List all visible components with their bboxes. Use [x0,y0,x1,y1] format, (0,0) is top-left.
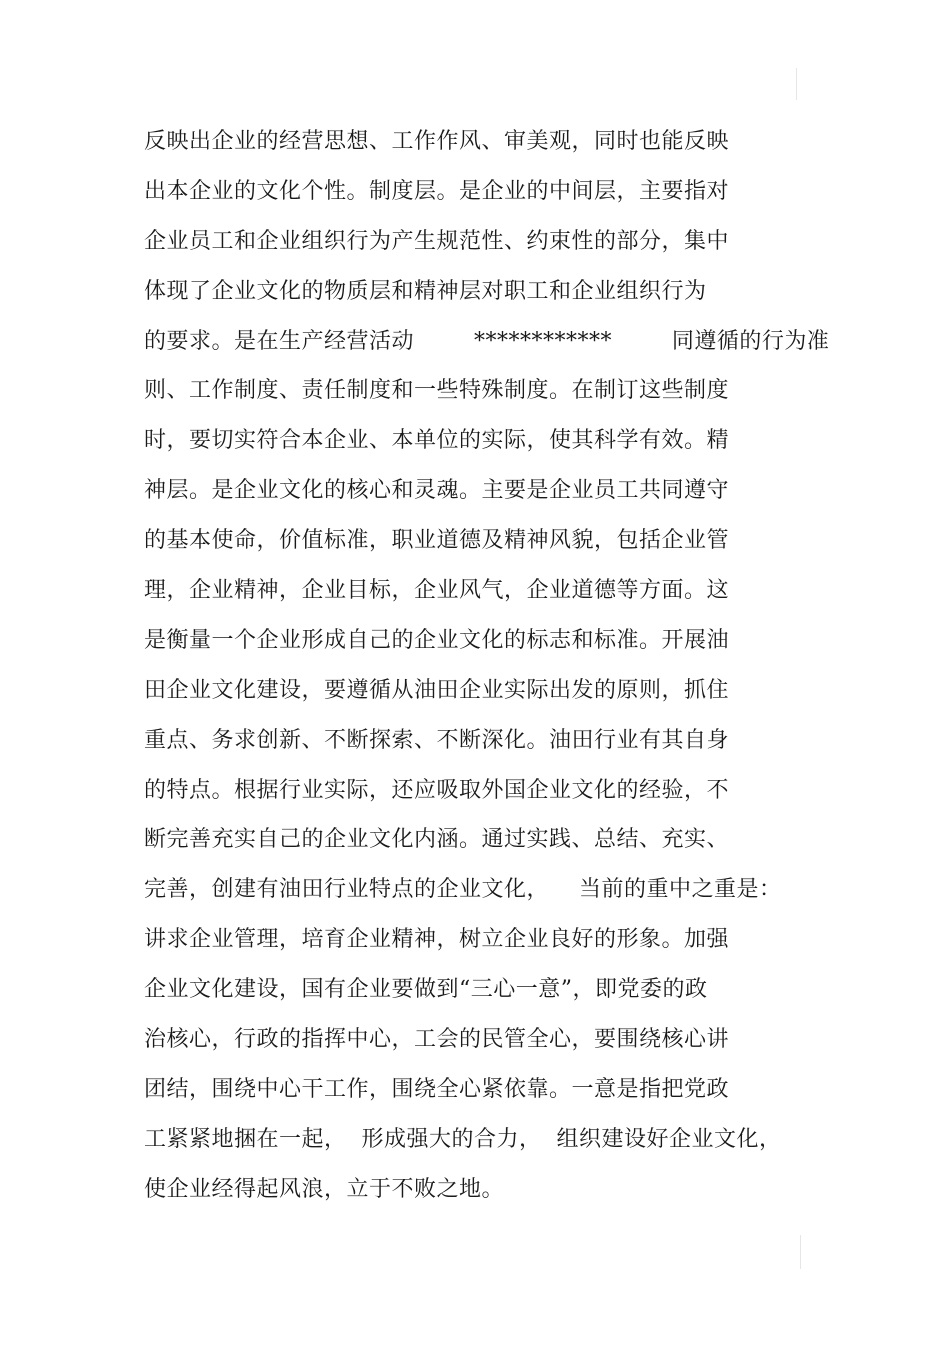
text-line: 团结，围绕中心干工作，围绕全心紧依靠。一意是指把党政 [144,1076,730,1102]
text-line: 时，要切实符合本企业、本单位的实际，使其科学有效。精 [144,428,730,454]
page-edge-mark-top [796,68,797,100]
text-line: 治核心，行政的指挥中心，工会的民管全心，要围绕核心讲 [144,1027,730,1053]
text-line: 使企业经得起风浪，立于不败之地。 [144,1176,505,1202]
text-line: 神层。是企业文化的核心和灵魂。主要是企业员工共同遵守 [144,478,730,504]
text-line: 的要求。是在生产经营活动 ************ 同遵循的行为准 [144,328,830,354]
text-line: 的基本使命，价值标准，职业道德及精神风貌，包括企业管 [144,528,730,554]
text-line: 工紧紧地捆在一起， 形成强大的合力， 组织建设好企业文化， [144,1126,782,1152]
text-line: 田企业文化建设，要遵循从油田企业实际出发的原则，抓住 [144,677,730,703]
text-line: 讲求企业管理，培育企业精神，树立企业良好的形象。加强 [144,927,730,953]
text-line: 是衡量一个企业形成自己的企业文化的标志和标准。开展油 [144,627,730,653]
text-line: 的特点。根据行业实际，还应吸取外国企业文化的经验，不 [144,777,730,803]
text-line: 体现了企业文化的物质层和精神层对职工和企业组织行为 [144,278,707,304]
text-line: 则、工作制度、责任制度和一些特殊制度。在制订这些制度 [144,378,730,404]
text-line: 重点、务求创新、不断探索、不断深化。油田行业有其自身 [144,727,730,753]
text-line: 理，企业精神，企业目标，企业风气，企业道德等方面。这 [144,578,730,604]
text-line: 反映出企业的经营思想、工作作风、审美观，同时也能反映 [144,129,730,154]
text-line: 企业员工和企业组织行为产生规范性、约束性的部分，集中 [144,228,730,254]
text-line: 完善，创建有油田行业特点的企业文化， 当前的重中之重是： [144,877,782,903]
body-text [144,122,830,1220]
text-line: 断完善充实自己的企业文化内涵。通过实践、总结、充实、 [144,827,730,853]
text-line: 企业文化建设，国有企业要做到“三心一意”，即党委的政 [144,977,708,1003]
text-line: 出本企业的文化个性。制度层。是企业的中间层，主要指对 [144,178,730,204]
page-edge-mark-bottom [800,1235,801,1269]
